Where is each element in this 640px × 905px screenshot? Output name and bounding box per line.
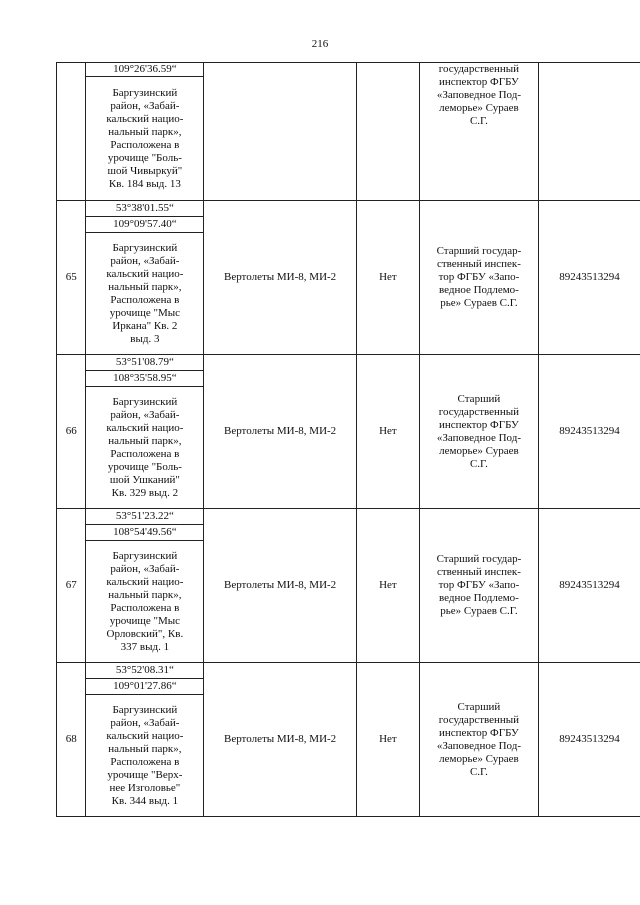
aircraft-cell: Вертолеты МИ-8, МИ-2 (204, 201, 357, 355)
row-number-cell: 68 (57, 663, 86, 817)
coordinate-cell: 108°54'49.56“ (86, 525, 204, 541)
page-number: 216 (311, 38, 329, 50)
location-cell: Баргузинский район, «Забай- кальский нацио- нальный парк», Расположена в урочище "Верх- нее Изголовье" Кв. 344 выд. 1 (86, 695, 204, 817)
coordinate-cell: 109°01'27.86“ (86, 679, 204, 695)
inspector-cell: Старший государственный инспектор ФГБУ «Заповедное Под- леморье» Сураев С.Г. (419, 663, 538, 817)
table-row (57, 663, 640, 679)
other-cell: Нет (356, 201, 419, 355)
aircraft-cell: Вертолеты МИ-8, МИ-2 (204, 355, 357, 509)
row-number-cell (57, 63, 86, 201)
other-cell: Нет (356, 509, 419, 663)
row-number-cell: 65 (57, 201, 86, 355)
other-cell: Нет (356, 355, 419, 509)
inspector-cell: Старший государственный инспектор ФГБУ «Заповедное Под- леморье» Сураев С.Г. (419, 355, 538, 509)
phone-cell: 89243513294 (538, 355, 640, 509)
table-row (57, 355, 640, 371)
phone-cell (538, 63, 640, 201)
row-number-cell: 67 (57, 509, 86, 663)
coordinate-cell: 53°51'23.22“ (86, 509, 204, 525)
table-row (57, 63, 640, 77)
location-cell: Баргузинский район, «Забай- кальский нацио- нальный парк», Расположена в урочище "Боль- шой Ушканий" Кв. 329 выд. 2 (86, 387, 204, 509)
aircraft-cell (204, 63, 357, 201)
table-row (57, 509, 640, 525)
coordinate-cell: 109°09'57.40“ (86, 217, 204, 233)
coordinate-cell: 53°52'08.31“ (86, 663, 204, 679)
row-number-cell: 66 (57, 355, 86, 509)
inspector-cell: государственный инспектор ФГБУ «Заповедное Под- леморье» Сураев С.Г. (419, 63, 538, 201)
helipad-table (56, 62, 640, 817)
coordinate-cell: 53°38'01.55“ (86, 201, 204, 217)
coordinate-cell: 53°51'08.79“ (86, 355, 204, 371)
phone-cell: 89243513294 (538, 509, 640, 663)
other-cell (356, 63, 419, 201)
location-cell: Баргузинский район, «Забай- кальский нацио- нальный парк», Расположена в урочище "Мыс Иркана" Кв. 2 выд. 3 (86, 233, 204, 355)
inspector-cell: Старший государ- ственный инспек- тор ФГБУ «Запо- ведное Подлемо- рье» Сураев С.Г. (419, 509, 538, 663)
coordinate-cell: 109°26'36.59“ (86, 63, 204, 77)
inspector-cell: Старший государ- ственный инспек- тор ФГБУ «Запо- ведное Подлемо- рье» Сураев С.Г. (419, 201, 538, 355)
location-cell: Баргузинский район, «Забай- кальский нацио- нальный парк», Расположена в урочище "Боль- шой Чивыркуй" Кв. 184 выд. 13 (86, 77, 204, 201)
other-cell: Нет (356, 663, 419, 817)
aircraft-cell: Вертолеты МИ-8, МИ-2 (204, 663, 357, 817)
phone-cell: 89243513294 (538, 663, 640, 817)
location-cell: Баргузинский район, «Забай- кальский нацио- нальный парк», Расположена в урочище "Мыс Орловский", Кв. 337 выд. 1 (86, 541, 204, 663)
aircraft-cell: Вертолеты МИ-8, МИ-2 (204, 509, 357, 663)
phone-cell: 89243513294 (538, 201, 640, 355)
coordinate-cell: 108°35'58.95“ (86, 371, 204, 387)
table-row (57, 201, 640, 217)
